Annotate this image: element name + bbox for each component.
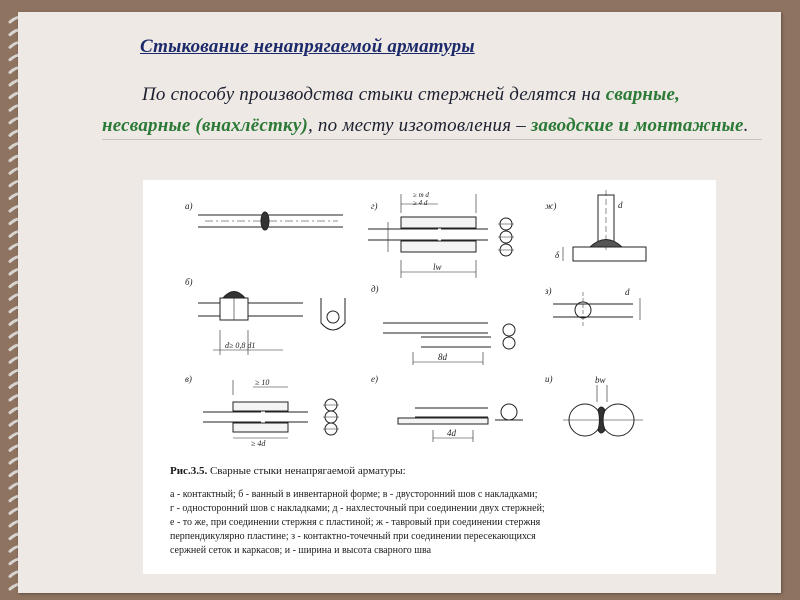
dim-d: 8d	[438, 352, 447, 362]
dim-e: 4d	[447, 428, 456, 438]
joint-b-bath	[198, 292, 345, 356]
dim-i: bw	[595, 375, 606, 385]
panel-label-b: б)	[185, 277, 193, 287]
welded-joints-drawing	[143, 180, 716, 574]
dim-v-bot: ≥ 4d	[251, 439, 266, 448]
caption-line-2: г - односторонний шов с накладками; д - нахлесточный при соединении двух стержней;	[170, 503, 545, 514]
joint-a-contact	[198, 212, 343, 230]
panel-label-v: в)	[185, 374, 192, 384]
joint-zh-tee	[555, 190, 646, 261]
dim-b: d≥ 0,8 d1	[225, 341, 256, 350]
caption-title-text: Сварные стыки ненапрягаемой арматуры:	[209, 465, 406, 477]
caption-line-5: сержней сеток и каркасов; и - ширина и высота сварного шва	[170, 545, 432, 556]
joint-e-plate	[398, 404, 523, 442]
figure-image	[143, 180, 716, 574]
panel-label-g: г)	[371, 201, 378, 211]
dim-g-top2: ≥ 4 d	[413, 199, 428, 207]
paragraph-text-2: , по месту изготовления –	[308, 115, 531, 136]
paragraph-text-3: .	[743, 115, 749, 136]
slide-paragraph	[102, 79, 752, 141]
joint-g-splice	[368, 191, 514, 278]
slide-title: Стыкование ненапрягаемой арматуры	[140, 36, 475, 57]
divider-line	[102, 139, 762, 140]
joint-i-weld	[563, 375, 643, 436]
dim-g-lw: lw	[433, 262, 442, 272]
panel-label-z: з)	[545, 286, 552, 296]
panel-label-zh: ж)	[545, 201, 557, 211]
dim-g-top: ≥ m d	[413, 191, 429, 199]
panel-label-a: а)	[185, 201, 193, 211]
caption-line-4: перпендикулярно пластине; з - контактно-точечный при соединении пересекающихся	[170, 531, 536, 542]
caption-line-1: а - контактный; б - ванный в инвентарной форме; в - двусторонний шов с накладками;	[170, 489, 538, 500]
dim-v-top: ≥ 10	[255, 378, 270, 387]
dim-zh-d: d	[618, 200, 623, 210]
dim-delta: δ	[555, 250, 560, 260]
joint-z-spot	[553, 287, 640, 328]
panel-label-d: д)	[371, 284, 379, 294]
panel-label-e: е)	[371, 374, 378, 384]
paragraph-highlight-1: сварные, несварные (внахлёстку)	[102, 84, 681, 136]
figure-caption-title	[170, 465, 406, 477]
caption-line-3: е - то же, при соединении стержня с пластиной; ж - тавровый при соединении стержня	[170, 517, 541, 528]
paragraph-highlight-2: заводские и монтажные	[530, 115, 744, 136]
joint-v-splice	[203, 378, 339, 448]
dim-z-d: d	[625, 287, 630, 297]
panel-label-i: и)	[545, 374, 553, 384]
caption-prefix: Рис.3.5.	[170, 465, 208, 477]
joint-d-lap	[383, 323, 515, 365]
paragraph-text-1: По способу производства стыки стержней делятся на	[142, 84, 606, 105]
